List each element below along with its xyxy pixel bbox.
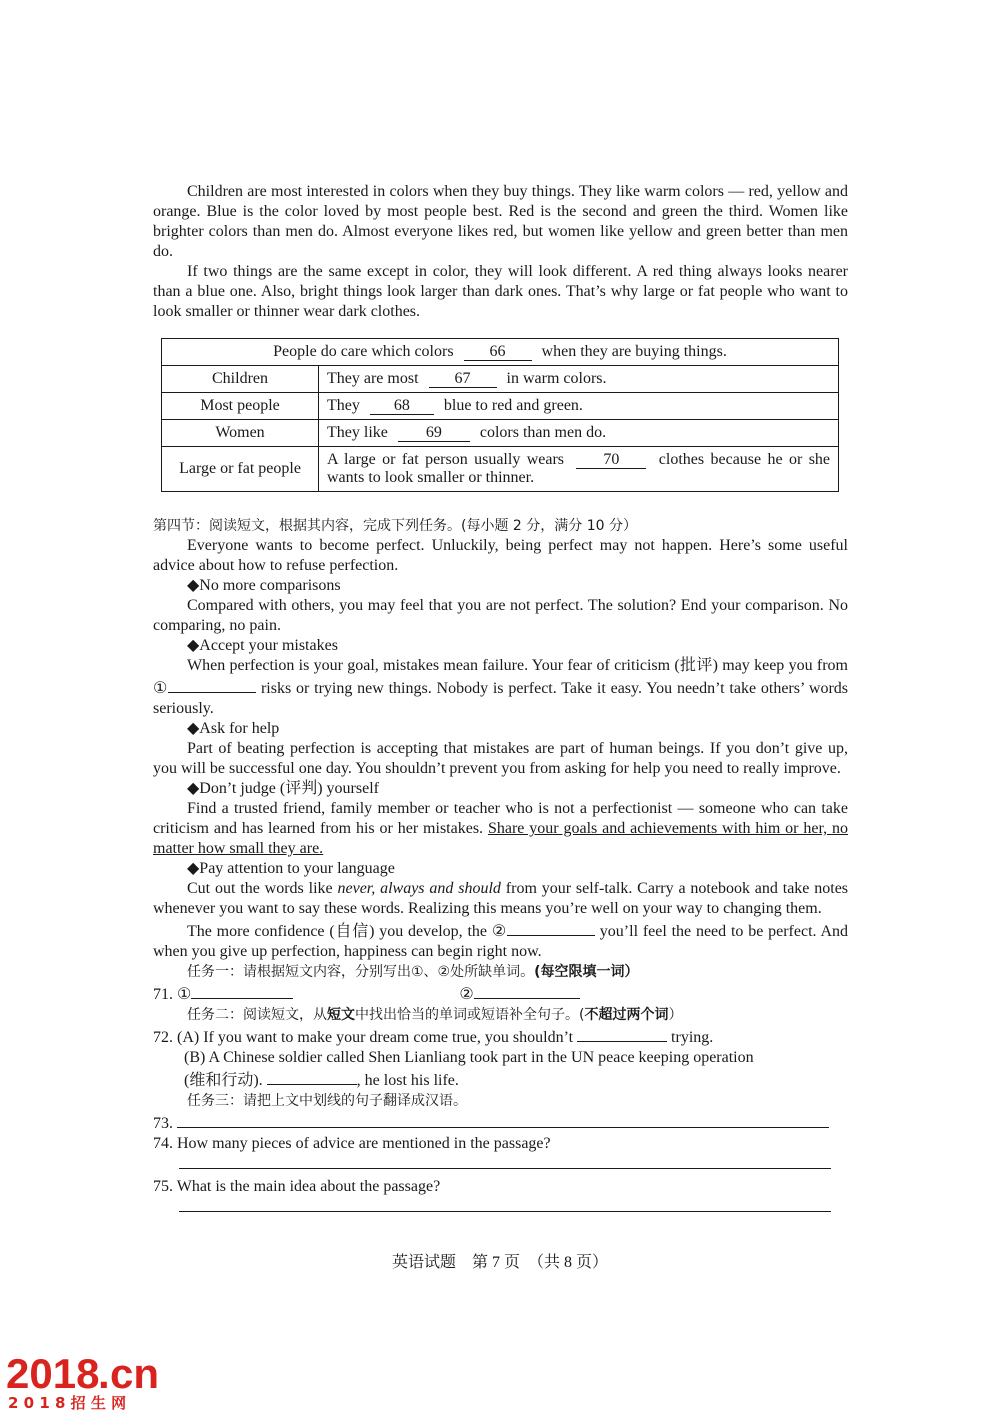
row-content <box>319 393 839 420</box>
question-74: 74. How many pieces of advice are mentioned in the passage? <box>153 1135 551 1152</box>
question-75: 75. What is the main idea about the passage? <box>153 1178 441 1195</box>
watermark-dot: . <box>98 1350 110 1397</box>
row-content <box>319 447 839 492</box>
task-3-instruction: 任务三：请把上文中划线的句子翻译成汉语。 <box>187 1093 467 1109</box>
passage-paragraph-2: If two things are the same except in color, they will look different. A red thing always looks nearer than a blue one. Also, bright things look larger than dark ones. That’s why large or fat people who want to look smaller or thinner wear dark clothes. <box>153 263 848 320</box>
row-label: Most people <box>162 393 319 420</box>
row-text: in warm colors. <box>506 370 607 387</box>
row-text: They like <box>327 424 388 441</box>
table-header-cell <box>162 339 839 366</box>
page-footer: 英语试题 第 7 页 （共 8 页） <box>391 1254 608 1271</box>
summary-table <box>161 338 839 492</box>
tip-title: ◆Accept your mistakes <box>187 637 338 654</box>
passage-paragraph-1: Children are most interested in colors when they buy things. They like warm colors — red, yellow and orange. Blue is the color loved by most people best. Red is the second and green the third. Women like brighter colors than men do. Almost everyone likes red, but women like yellow and green better than men do. <box>153 183 848 260</box>
answer-72a[interactable] <box>577 1025 667 1042</box>
tip-text: from your self-talk. Carry a notebook and take notes whenever you want to say these words. Realizing this means you’re well on your way to changing them. <box>153 880 849 917</box>
watermark-svg <box>6 1344 166 1412</box>
question-71 <box>153 982 848 1005</box>
tip-body: Compared with others, you may feel that you are not perfect. The solution? End your comparison. No comparing, no pain. <box>153 597 848 634</box>
row-content <box>319 420 839 447</box>
row-label: Children <box>162 366 319 393</box>
row-text: blue to red and green. <box>443 397 583 414</box>
blank-66[interactable]: 66 <box>464 343 532 361</box>
intro-paragraph: Everyone wants to become perfect. Unluckily, being perfect may not happen. Here’s some useful advice about how to refuse perfection. <box>153 537 848 574</box>
tip-text: Cut out the words like <box>187 880 333 897</box>
table-row <box>162 420 839 447</box>
task-text-bold: 短文 <box>327 1007 355 1023</box>
watermark-cn: cn <box>110 1350 160 1397</box>
question-text: (维和行动). <box>184 1072 263 1089</box>
answer-75[interactable] <box>179 1197 831 1212</box>
row-text: They <box>327 397 360 414</box>
question-72b-line2 <box>153 1068 848 1091</box>
blank-1[interactable] <box>168 676 256 693</box>
task-text-bold: (每空限填一词） <box>534 964 639 980</box>
row-content <box>319 366 839 393</box>
answer-72b[interactable] <box>267 1068 357 1085</box>
tip-title: ◆Don’t judge (评判) yourself <box>187 780 379 797</box>
question-72b: (B) A Chinese soldier called Shen Lianliang took part in the UN peace keeping operation <box>184 1049 754 1066</box>
task-text: ） <box>668 1007 683 1023</box>
italic-words: never, always and should <box>337 880 501 897</box>
tip-title: ◆Ask for help <box>187 720 280 737</box>
row-text: clothes because he or she wants to look smaller or thinner. <box>327 451 831 486</box>
task-text: 中找出恰当的单词或短语补全句子。( <box>355 1007 585 1023</box>
row-label: Large or fat people <box>162 447 319 492</box>
table-header-text: People do care which colors <box>273 343 454 360</box>
question-number: 73. <box>153 1115 173 1132</box>
conclusion-paragraph <box>153 919 848 962</box>
task-text: 任务二：阅读短文，从 <box>187 1007 327 1023</box>
task-1-instruction <box>153 962 848 982</box>
tip-text: risks or trying new things. Nobody is perfect. Take it easy. You needn’t take others’ words seriously. <box>153 680 849 717</box>
task-text: 任务一：请根据短文内容，分别写出①、②处所缺单词。 <box>187 964 535 980</box>
answer-marker: ② <box>459 986 474 1003</box>
tip-text: Find a trusted friend, family member or teacher who is not a perfectionist — someone who can take criticism and has learned from his or her mistakes. <box>153 800 848 837</box>
watermark-sub: 2 0 1 8 招 生 网 <box>8 1394 127 1412</box>
row-label: Women <box>162 420 319 447</box>
answer-73[interactable] <box>177 1111 829 1128</box>
tip-title: ◆Pay attention to your language <box>187 860 395 877</box>
row-text: colors than men do. <box>479 424 607 441</box>
blank-69[interactable]: 69 <box>398 424 470 442</box>
tip-body <box>153 799 848 859</box>
blank-2[interactable] <box>507 919 595 936</box>
site-watermark-logo <box>6 1344 166 1412</box>
tip-body: Part of beating perfection is accepting that mistakes are part of human beings. If you don’t give up, you will be successful one day. You shouldn’t prevent you from asking for help you need to really improve. <box>153 740 848 777</box>
question-73 <box>153 1111 848 1134</box>
conclusion-text: you’ll feel the need to be perfect. And when you give up perfection, happiness can begin right now. <box>153 923 848 960</box>
blank-70[interactable]: 70 <box>576 451 646 469</box>
underlined-sentence: Share your goals and achievements with him or her, no matter how small they are. <box>153 820 849 857</box>
tip-text: When perfection is your goal, mistakes mean failure. Your fear of criticism (批评) may keep you from ① <box>153 657 848 697</box>
question-text: (A) If you want to make your dream come true, you shouldn’t <box>177 1029 574 1046</box>
tip-body <box>153 656 848 719</box>
exam-page <box>153 182 848 1212</box>
question-text: trying. <box>671 1029 714 1046</box>
blank-67[interactable]: 67 <box>429 370 497 388</box>
row-text: A large or fat person usually wears <box>327 451 565 468</box>
answer-74[interactable] <box>179 1154 831 1169</box>
answer-marker: ① <box>177 986 192 1003</box>
table-row <box>162 393 839 420</box>
table-header-text-end: when they are buying things. <box>541 343 727 360</box>
question-72a <box>153 1025 848 1048</box>
tip-title: ◆No more comparisons <box>187 577 341 594</box>
task-text-bold: 不超过两个词 <box>584 1007 669 1023</box>
blank-68[interactable]: 68 <box>370 397 434 415</box>
tip-body <box>153 879 848 919</box>
question-number: 71. <box>153 986 173 1003</box>
row-text: They are most <box>327 370 419 387</box>
table-row <box>162 447 839 492</box>
question-text: , he lost his life. <box>356 1072 459 1089</box>
watermark-main: 2018 <box>6 1350 100 1397</box>
answer-71-1[interactable] <box>191 982 293 999</box>
answer-71-2[interactable] <box>474 982 580 999</box>
section-heading: 第四节：阅读短文，根据其内容，完成下列任务。(每小题 2 分，满分 10 分） <box>153 518 637 534</box>
question-number: 72. <box>153 1029 173 1046</box>
table-header-row <box>162 339 839 366</box>
task-2-instruction <box>153 1005 848 1025</box>
table-row <box>162 366 839 393</box>
conclusion-text: The more confidence (自信) you develop, the ② <box>187 923 507 940</box>
